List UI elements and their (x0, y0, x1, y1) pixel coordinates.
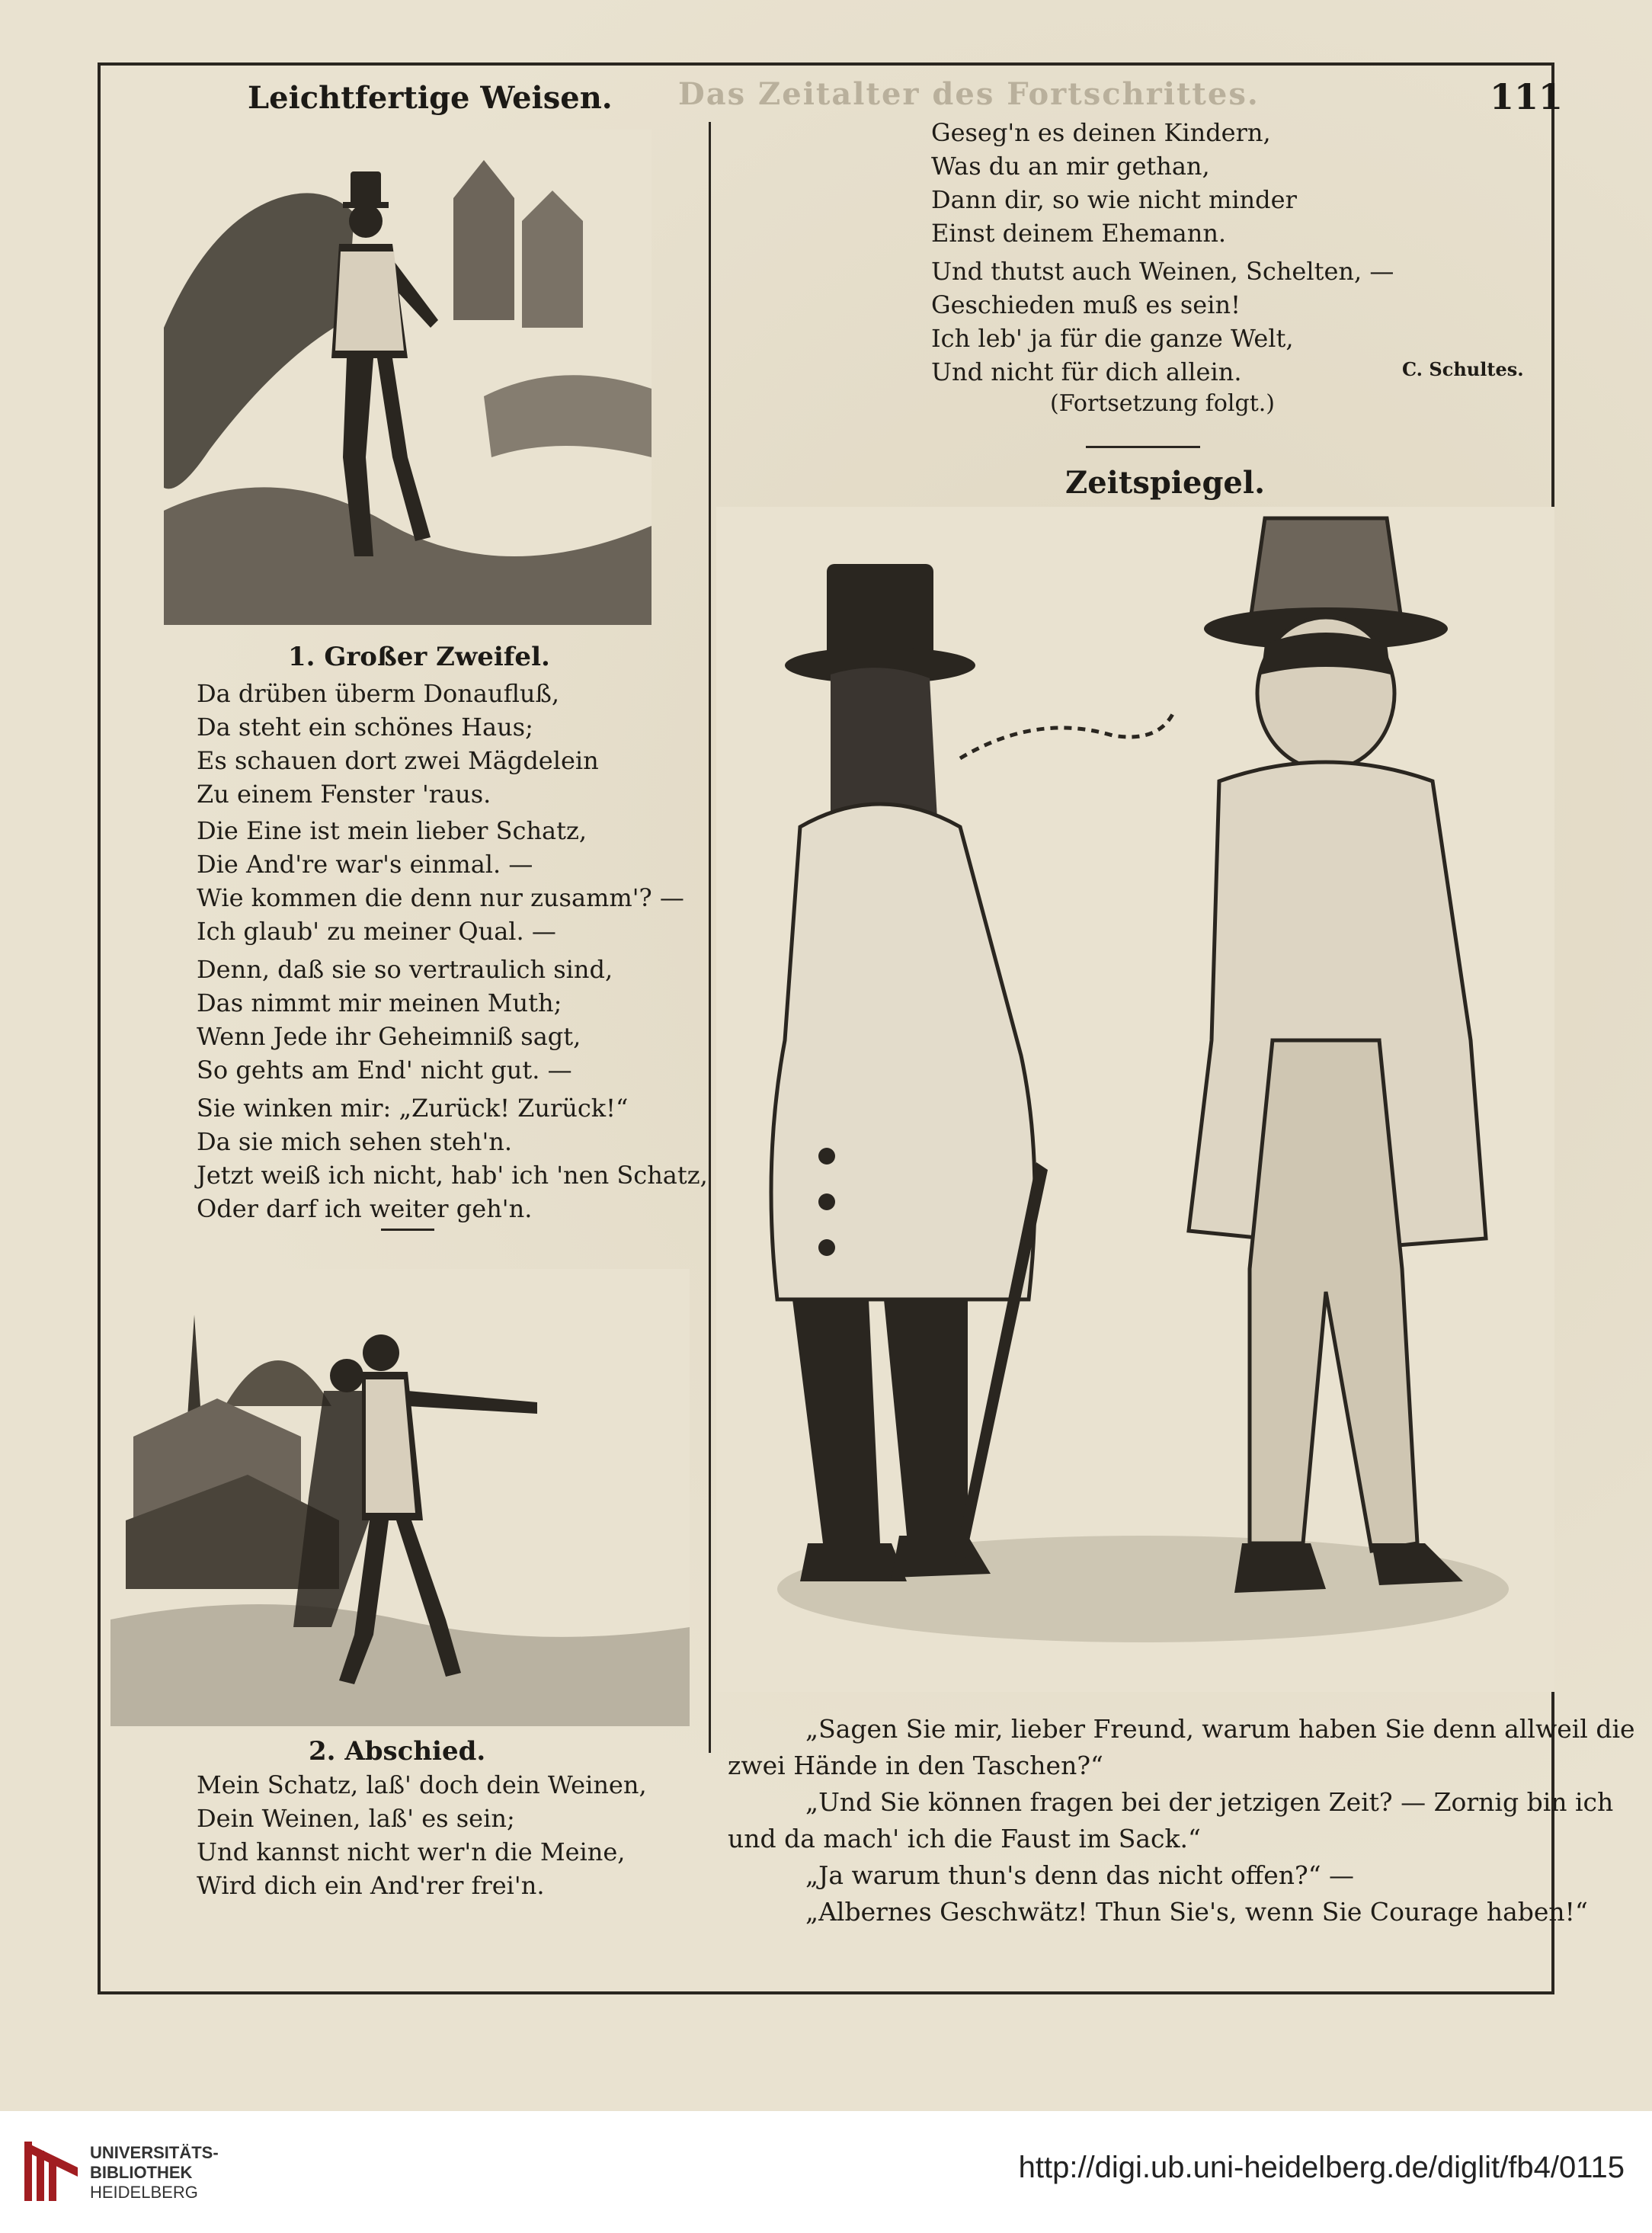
poem-line: Was du an mir gethan, (931, 152, 1210, 181)
caption-line: „Ja warum thun's denn das nicht offen?“ — (805, 1860, 1355, 1890)
poem-line: Ich glaub' zu meiner Qual. — (197, 917, 556, 946)
poem-line: So gehts am End' nicht gut. — (197, 1056, 572, 1084)
poem-line: Wie kommen die denn nur zusamm'? — (197, 883, 684, 912)
poem-line: Jetzt weiß ich nicht, hab' ich 'nen Schatz, (197, 1161, 708, 1190)
caption-line: „Und Sie können fragen bei der jetzigen Zeit? — Zornig bin ich (805, 1787, 1614, 1817)
caption-line: „Albernes Geschwätz! Thun Sie's, wenn Sie Courage haben!“ (805, 1897, 1588, 1927)
library-logo-icon (20, 2137, 82, 2206)
poem-line: Und nicht für dich allein. (931, 357, 1242, 386)
running-head: Das Zeitalter des Fortschrittes. (678, 76, 1260, 112)
poem-line: Es schauen dort zwei Mägdelein (197, 746, 599, 775)
section1-stanza-4 (197, 1091, 708, 1225)
illustration-wanderer (164, 130, 652, 625)
poem-line: Geseg'n es deinen Kindern, (931, 118, 1271, 147)
left-title: Leichtfertige Weisen. (248, 80, 613, 116)
library-name (90, 2143, 219, 2203)
right-stanza-1 (931, 116, 1297, 250)
continuation-note: (Fortsetzung folgt.) (1050, 390, 1275, 417)
poem-line: Die And're war's einmal. — (197, 850, 533, 879)
library-name-line: BIBLIOTHEK (90, 2163, 193, 2182)
section2-heading: 2. Abschied. (309, 1736, 486, 1767)
poem-line: Denn, daß sie so vertraulich sind, (197, 955, 613, 984)
poem-line: Ich leb' ja für die ganze Welt, (931, 324, 1294, 353)
poem-line: Die Eine ist mein lieber Schatz, (197, 816, 587, 845)
illustration-zeitspiegel (716, 507, 1554, 1692)
poem-line: Zu einem Fenster 'raus. (197, 780, 491, 809)
section1-stanza-2 (197, 814, 684, 948)
poem-line: Dein Weinen, laß' es sein; (197, 1804, 515, 1833)
poem-line: Da drüben überm Donaufluß, (197, 679, 560, 708)
caption-line: zwei Hände in den Taschen?“ (728, 1751, 1103, 1780)
poem-line: Einst deinem Ehemann. (931, 219, 1227, 248)
right-stanza-2 (931, 255, 1394, 389)
section1-heading: 1. Großer Zweifel. (288, 642, 550, 672)
rule (381, 1229, 434, 1231)
section2-stanza (197, 1768, 647, 1902)
caption-line: „Sagen Sie mir, lieber Freund, warum haben Sie denn allweil die (805, 1714, 1635, 1744)
rule (1086, 446, 1200, 448)
section1-stanza-3 (197, 953, 613, 1087)
poem-line: Wenn Jede ihr Geheimniß sagt, (197, 1022, 581, 1051)
illustration-farewell (110, 1269, 690, 1726)
poem-line: Wird dich ein And'rer frei'n. (197, 1871, 545, 1900)
library-name-line: HEIDELBERG (90, 2183, 198, 2202)
author-signature: C. Schultes. (1402, 358, 1524, 380)
poem-line: Und thutst auch Weinen, Schelten, — (931, 257, 1394, 286)
poem-line: Sie winken mir: „Zurück! Zurück!“ (197, 1094, 629, 1123)
poem-line: Dann dir, so wie nicht minder (931, 185, 1297, 214)
page-number: 111 (1490, 76, 1564, 117)
poem-line: Geschieden muß es sein! (931, 290, 1241, 319)
source-url-link[interactable]: http://digi.ub.uni-heidelberg.de/diglit/fb4/0115 (1018, 2151, 1625, 2184)
footer-bar (0, 2111, 1652, 2233)
library-name-line: UNIVERSITÄTS- (90, 2143, 219, 2162)
poem-line: Mein Schatz, laß' doch dein Weinen, (197, 1770, 647, 1799)
caption-line: und da mach' ich die Faust im Sack.“ (728, 1824, 1201, 1853)
dialogue-caption (728, 1711, 1635, 1930)
poem-line: Und kannst nicht wer'n die Meine, (197, 1837, 626, 1866)
section1-stanza-1 (197, 677, 599, 811)
right-title: Zeitspiegel. (1065, 465, 1265, 501)
poem-line: Das nimmt mir meinen Muth; (197, 988, 562, 1017)
poem-line: Da sie mich sehen steh'n. (197, 1127, 513, 1156)
column-divider (709, 122, 711, 1753)
poem-line: Da steht ein schönes Haus; (197, 713, 533, 742)
poem-line: Oder darf ich weiter geh'n. (197, 1194, 533, 1223)
